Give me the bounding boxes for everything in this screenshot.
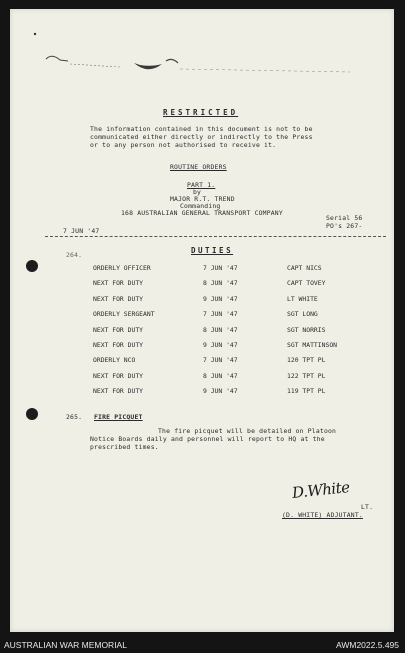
duty-assignee: 120 TPT PL — [287, 356, 326, 365]
notice-line-3: or to any person not authorised to receive it. — [90, 141, 277, 149]
footer-institution: AUSTRALIAN WAR MEMORIAL — [4, 640, 127, 650]
duties-number: 264. — [66, 251, 83, 259]
order-officer: MAJOR R.T. TREND — [170, 195, 235, 203]
header-marks — [30, 27, 370, 87]
duty-assignee: SGT LONG — [287, 310, 318, 319]
fire-picquet-heading: FIRE PICQUET — [94, 413, 143, 421]
order-title: ROUTINE ORDERS — [170, 163, 227, 171]
punch-hole-bottom — [26, 408, 38, 420]
fire-picquet-line-1: The fire picquet will be detailed on Platoon — [158, 427, 337, 435]
duty-row — [93, 372, 373, 382]
header-rule — [45, 236, 386, 237]
duty-assignee: CAPT TOVEY — [287, 279, 326, 288]
duty-assignee: LT WHITE — [287, 294, 318, 303]
duty-date: 9 JUN '47 — [203, 341, 238, 349]
duty-name: ORDERLY OFFICER — [93, 264, 151, 272]
duty-row — [93, 356, 373, 366]
duties-heading: DUTIES — [191, 246, 234, 255]
duty-assignee: CAPT NICS — [287, 264, 322, 272]
duty-name: NEXT FOR DUTY — [93, 325, 144, 334]
duty-row — [93, 326, 373, 336]
duty-date: 7 JUN '47 — [203, 356, 238, 365]
signature-name: (D. WHITE) ADJUTANT. — [282, 511, 363, 519]
duty-row — [93, 264, 373, 274]
signature-handwritten: D.White — [291, 478, 351, 502]
order-part: PART 1. — [187, 181, 216, 189]
duty-assignee: 122 TPT PL — [287, 371, 326, 380]
order-by: by — [193, 188, 202, 196]
duty-date: 9 JUN '47 — [203, 294, 238, 303]
duty-assignee: SGT MATTINSON — [287, 341, 338, 349]
duty-date: 8 JUN '47 — [203, 279, 238, 288]
duty-name: NEXT FOR DUTY — [93, 279, 144, 288]
order-pos: PO's 267- — [326, 222, 363, 230]
order-unit: 168 AUSTRALIAN GENERAL TRANSPORT COMPANY — [121, 209, 283, 217]
document-page — [10, 9, 394, 632]
classification-heading: RESTRICTED — [163, 108, 239, 117]
punch-hole-top — [26, 260, 38, 272]
fire-picquet-number: 265. — [66, 413, 83, 421]
fire-picquet-line-2: Notice Boards daily and personnel will report to HQ at the — [90, 435, 325, 443]
duty-name: NEXT FOR DUTY — [93, 387, 144, 396]
notice-line-1: The information contained in this document is not to be — [90, 125, 313, 133]
duty-date: 7 JUN '47 — [203, 310, 238, 319]
duty-row — [93, 279, 373, 289]
duty-row — [93, 341, 373, 351]
duty-assignee: SGT NORRIS — [287, 325, 326, 334]
duty-assignee: 119 TPT PL — [287, 387, 326, 396]
duty-row — [93, 310, 373, 320]
duty-name: NEXT FOR DUTY — [93, 294, 144, 303]
order-role: Commanding — [180, 202, 221, 210]
duty-date: 8 JUN '47 — [203, 325, 238, 334]
duty-date: 9 JUN '47 — [203, 387, 238, 396]
duty-name: ORDERLY SERGEANT — [93, 310, 155, 319]
duty-date: 7 JUN '47 — [203, 264, 238, 272]
signature-rank: LT. — [361, 503, 374, 511]
duty-name: NEXT FOR DUTY — [93, 341, 144, 349]
fire-picquet-line-3: prescribed times. — [90, 443, 159, 451]
notice-line-2: communicated either directly or indirectly to the Press — [90, 133, 313, 141]
order-date: 7 JUN '47 — [63, 227, 100, 235]
footer-accession: AWM2022.5.495 — [336, 640, 399, 650]
duty-name: ORDERLY NCO — [93, 356, 136, 365]
duty-name: NEXT FOR DUTY — [93, 371, 144, 380]
archive-footer — [0, 638, 405, 653]
order-serial: Serial 56 — [326, 214, 363, 222]
duty-row — [93, 387, 373, 397]
duty-date: 8 JUN '47 — [203, 371, 238, 380]
duty-row — [93, 295, 373, 305]
